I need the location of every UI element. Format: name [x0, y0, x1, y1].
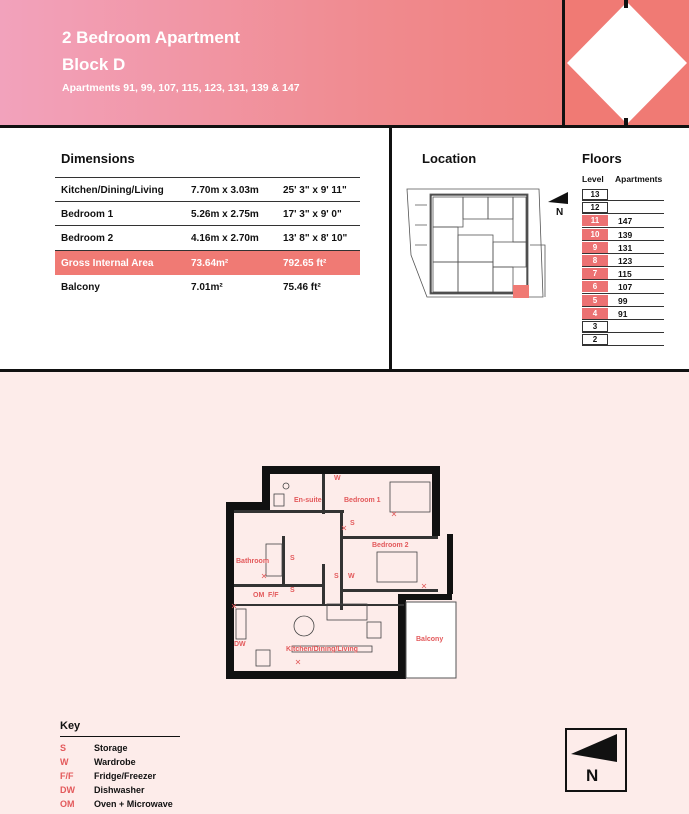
- room-imperial: 17' 3" x 9' 0": [283, 208, 342, 220]
- balcony-label: Balcony: [416, 636, 444, 643]
- north-label: N: [556, 207, 564, 218]
- floors-title: Floors: [582, 151, 622, 166]
- storage-label: S: [290, 587, 295, 594]
- floor-apartment: 115: [618, 269, 632, 280]
- floor-row: [582, 188, 664, 201]
- floor-row: [582, 241, 664, 254]
- brand-logo: [562, 0, 689, 126]
- dimensions-table: [55, 177, 360, 300]
- floor-row: [582, 333, 664, 346]
- table-row: [55, 202, 360, 227]
- key-item: W Wardrobe: [60, 757, 136, 767]
- bedroom1-label: Bedroom 1: [344, 497, 381, 504]
- apartments-header: Apartments: [615, 174, 663, 184]
- floor-level: 3: [582, 321, 608, 332]
- room-imperial: 75.46 ft²: [283, 282, 321, 293]
- oven-microwave-label: OM: [253, 592, 265, 599]
- floor-row: [582, 267, 664, 280]
- storage-label: S: [290, 555, 295, 562]
- ensuite-label: En-suite: [294, 497, 322, 504]
- room-name: Bedroom 2: [61, 233, 114, 244]
- bedroom2-label: Bedroom 2: [372, 542, 409, 549]
- floor-level: 8: [582, 255, 608, 266]
- floor-apartment: 107: [618, 282, 633, 293]
- floor-apartment: 99: [618, 295, 628, 306]
- floor-row: [582, 201, 664, 214]
- wardrobe-label: W: [348, 573, 355, 580]
- floor-level: 2: [582, 334, 608, 345]
- room-name: Balcony: [61, 282, 100, 293]
- floor-level: 10: [582, 229, 608, 240]
- key-title: Key: [60, 720, 81, 732]
- floor-level: 11: [582, 215, 608, 226]
- north-box-label: N: [586, 766, 599, 785]
- floor-row: [582, 280, 664, 293]
- apartment-numbers: Apartments 91, 99, 107, 115, 123, 131, 139 & 147: [62, 82, 300, 94]
- floor-apartment: 123: [618, 256, 633, 266]
- floor-row: [582, 254, 664, 267]
- key-item: DW Dishwasher: [60, 785, 145, 795]
- gross-area-row: [55, 251, 360, 276]
- wardrobe-label: W: [334, 475, 341, 482]
- table-row: [55, 226, 360, 251]
- floor-row: [582, 214, 664, 227]
- divider: [60, 736, 180, 737]
- floor-level: 7: [582, 268, 608, 279]
- floor-level: 5: [582, 295, 608, 306]
- floor-apartment: 147: [618, 216, 633, 227]
- floor-level: 6: [582, 281, 608, 292]
- divider: [389, 125, 392, 371]
- kitchen-label: Kitchen/Dining/Living: [286, 646, 358, 653]
- fridge-freezer-label: F/F: [268, 592, 279, 599]
- room-name: Kitchen/Dining/Living: [61, 185, 164, 196]
- room-imperial: 792.65 ft²: [283, 257, 327, 269]
- room-metric: 73.64m²: [191, 257, 229, 269]
- key-item: OM Oven + Microwave: [60, 799, 173, 809]
- key-item: F/F Fridge/Freezer: [60, 771, 157, 781]
- floor-apartment: 139: [618, 229, 633, 240]
- room-imperial: 13' 8" x 8' 10": [283, 233, 348, 244]
- location-title: Location: [422, 151, 477, 166]
- key-item: S Storage: [60, 743, 128, 753]
- block-title: Block D: [62, 55, 126, 74]
- apartment-location-marker: [513, 285, 529, 298]
- room-imperial: 25' 3" x 9' 11": [283, 185, 347, 196]
- table-row: [55, 275, 360, 300]
- room-metric: 7.70m x 3.03m: [191, 185, 259, 196]
- diamond-logo-icon: [565, 0, 689, 126]
- dishwasher-label: DW: [234, 641, 246, 648]
- north-arrow-icon: [567, 732, 624, 766]
- floor-level: 12: [582, 202, 608, 213]
- storage-label: S: [350, 520, 355, 527]
- floor-level: 13: [582, 189, 608, 200]
- storage-label: S: [334, 573, 339, 580]
- room-name: Gross Internal Area: [61, 257, 154, 269]
- apartment-type-title: 2 Bedroom Apartment: [62, 28, 240, 47]
- level-header: Level: [582, 174, 604, 184]
- room-metric: 7.01m²: [191, 282, 223, 293]
- floor-level: 4: [582, 308, 608, 319]
- table-row: [55, 177, 360, 202]
- room-name: Bedroom 1: [61, 208, 114, 220]
- floor-row: [582, 228, 664, 241]
- divider: [0, 125, 689, 128]
- floor-row: [582, 320, 664, 333]
- room-metric: 5.26m x 2.75m: [191, 208, 259, 220]
- room-metric: 4.16m x 2.70m: [191, 233, 259, 244]
- floor-level: 9: [582, 242, 608, 253]
- floor-apartment: 91: [618, 308, 628, 319]
- floor-apartment: 131: [618, 242, 633, 253]
- north-arrow-icon: [548, 192, 570, 208]
- floor-row: [582, 307, 664, 320]
- floor-row: [582, 294, 664, 307]
- bathroom-label: Bathroom: [236, 558, 270, 565]
- north-indicator: [565, 728, 627, 792]
- dimensions-title: Dimensions: [61, 151, 135, 166]
